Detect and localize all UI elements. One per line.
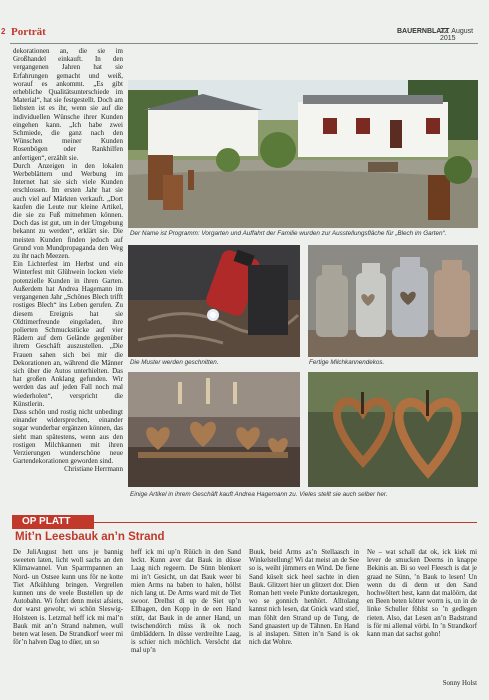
section-title: Porträt	[11, 26, 46, 38]
cutting-caption: Die Muster werden geschnitten.	[130, 359, 219, 366]
newspaper-name: BAUERNBLATT	[397, 28, 450, 35]
article-paragraph: Durch Anzeigen in den lokalen Werbeblättern und Werbung im Internet hat sie sich viele Kunden erschlossen. Im ersten Jahr hat sie auch viel auf Märkten verkauft. „Dort kaufen die Leute nur kleine Artikel, die sie zu Fuß mitnehmen können. Doch das ist gut, um in der Umgebung bekannt zu werden“, erklärt sie. Die meisten Kunden finden jedoch auf Grund von Mundpropaganda den Weg zu ihr nach Meezen.	[13, 161, 123, 261]
opplatt-rule	[94, 522, 477, 523]
opplatt-headline: Mit’n Leesbauk an’n Strand	[15, 531, 165, 543]
shop-caption: Einige Artikel in ihrem Geschäft kauft Andrea Hagemann zu. Vieles stellt sie auch selber her.	[130, 491, 388, 498]
hearts-photo	[308, 372, 478, 487]
page-number: 2	[1, 27, 6, 36]
article-author: Christiane Herrmann	[64, 465, 123, 474]
cutting-photo	[128, 245, 300, 357]
article-paragraph: Ein Lichterfest im Herbst und ein Winterfest mit Glühwein locken viele potenzielle Kunden in ihren Garten. Außerdem hat Andrea Hagemann im vergangenen Jahr „Schönes Blech trifft rostiges Blech“ ins Leben gerufen. Zu diesem Ereignis hat sie Oldtimerfreunde eingeladen, ihre polierten Schmuckstücke auf vier Rädern auf dem Gelände gegenüber ihrem Geschäft auszustellen. „Die Frauen sahen sich bei mir die Dekorationen an, während die Männer sich über die Autos unterhielten. Das hat großen Anklang gefunden. Wir werden das auf jeden Fall noch mal wiederholen“, verspricht die Künstlerin.	[13, 260, 123, 408]
shop-photo	[128, 372, 300, 487]
milkcans-caption: Fertige Milchkannendekos.	[309, 359, 385, 366]
opplatt-section-header	[12, 515, 477, 529]
page-header	[0, 26, 489, 42]
garden-caption: Der Name ist Programm: Vorgarten und Auffahrt der Familie wurden zur Ausstellungsfläche für „Blech im Garten“.	[130, 230, 447, 237]
article-paragraph: Dass schön und rostig nicht unbedingt einander widersprechen, einander sogar wunderbar ergänzen können, das sieht man spätestens, wenn aus den rostigen Milchkannen mit ihren Verzierungen wunderschöne neue Gartendekorationen geworden sind.	[13, 407, 123, 466]
opplatt-column-4: Ne – wat schall dat ok, ick kiek mi lever de smucken Deerns in knappe Bekinis an. Bi so veel Fleesch is dat je graad ne Sünn, ’n Bauk to lesen! Un wenn du di denn ut den Sand hochwöltert hest, kann dat malöörn, dat en Been beten kötter worrn is, un in de linke Schuller föhlst so ’n gedlegen rieten. Also, dat Lesen an’n Badstrand is för mi allemal vörbi. In ’n Strandkorf kann man dat sachst gohn!	[367, 549, 477, 639]
opplatt-column-3: Buuk, beid Arms as’n Stellaasch in Winkelstellung! Wi dat meist an de See so is, weiht jümmers en Wind. De fiene Sand küselt sick heel sachte in dien Bauk. Glitzert hier un glitzert dor. Dien Roman hett veele Punkte dortaukregen, wo se gonnich henhört. Alltolang kannst nich lesen, dat Gnick ward stief, man föhlt den Strand up de Tung, de Sand gnaastert up de Tähnen. En Hand is al inslapen. Sitten in’n Sand is ok nich dat Wohre.	[249, 549, 359, 647]
issue-date: 22. August 2015	[440, 28, 474, 42]
milkcans-photo	[308, 245, 478, 357]
opplatt-tag: OP PLATT	[12, 515, 94, 529]
header-rule	[10, 43, 478, 44]
garden-photo	[128, 80, 478, 228]
article-paragraph: dekorationen an, die sie im Großhandel einkauft. In den vergangenen Jahren hat sie Erfahrungen gemacht und weiß, worauf es ankommt. „Es gibt erhebliche Qualitätsunterschiede im Material“, hat sie festgestellt. Doch am liebsten ist es ihr, wenn sie auf die individuellen Wünsche ihrer Kunden eingehen kann. „Ich habe zwei Schmiede, die ganz nach den Wünschen meiner Kunden Rosenbögen oder Rankhilfen anfertigen“, erzählt sie.	[13, 47, 123, 162]
opplatt-author: Sonny Holst	[442, 680, 477, 687]
opplatt-column-2: heff ick mi up’n Rüüch in den Sand leckt. Kunn aver dat Bauk in düsse Laag nich regeern. De Sünn blenkert mi in’t Gesicht, un dat Bauk weer bi mien Arms na baben to halen, höllst nich lang ut. De Arms ward mit de Tiet swoor. Drelhst di up de Siet up’n Ellbagen, den Kopp in de een Hand stütt, dat Bauk in de anner Hand, un twischendörch müss ik ok noch ümbläddern. In düsse verdreihte Laag, is schier nich möchlich. Versöcht dat mal up’n	[131, 549, 241, 655]
opplatt-column-1: De JuliAugust hett uns je bannig sweeten laten, licht woll sachs an den Klimawannel. Vun Sparrmpannen an Nord- un Ostsee kunn uns för ne kotte Tiet Afkühlung bringen. Vergrellen kunnen uns de veele Bustellen up de Autobahn. Wi fohrt denn meist afsiets, dor warst gewohr, wi schön Sleswig-Holsteen is. Letzmal heff ick mi mal’n Bauk mit an’n Strand nahmen, wull beten wat lesen. De Strandkorf weer mi för’n halven Dag to düer, un so	[13, 549, 123, 647]
article-text-column	[13, 47, 123, 474]
